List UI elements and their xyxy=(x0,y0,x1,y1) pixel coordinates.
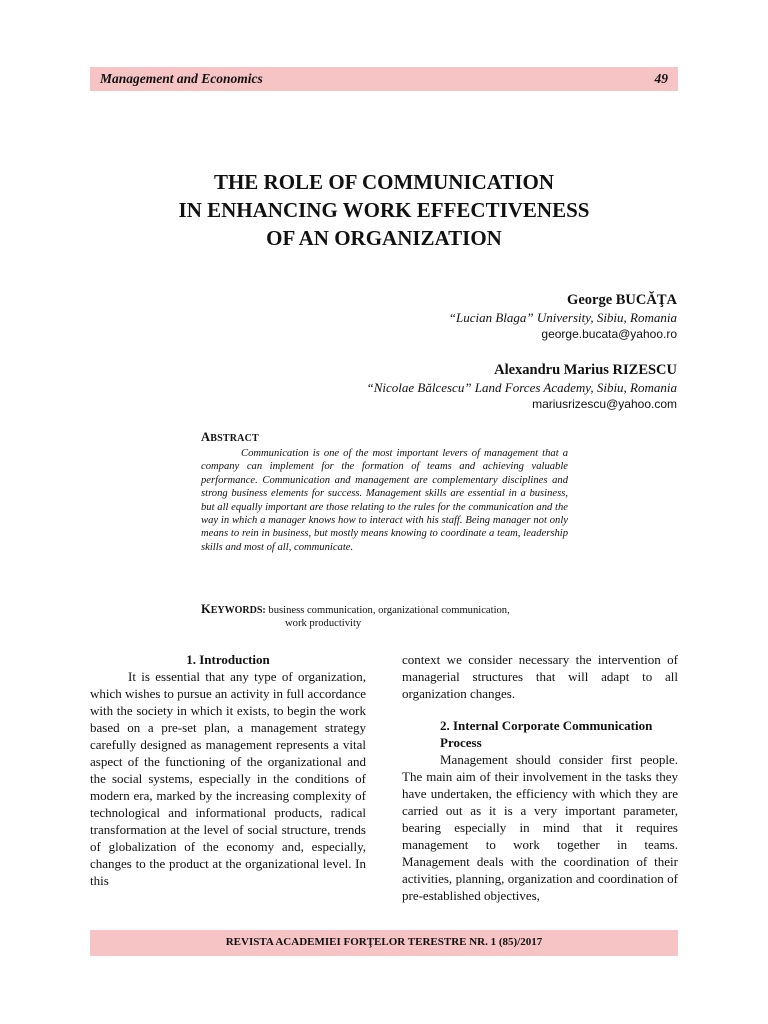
author-affiliation: “Nicolae Bălcescu” Land Forces Academy, Sibiu, Romania xyxy=(366,380,677,395)
body-paragraph: It is essential that any type of organization, which wishes to pursue an activity in full accordance with the society in which it exists, to begin the work based on a pre-set plan, a management strategy carefully designed as management represents a vital aspect of the functioning of the organizational and the social systems, especially in the conditions of modern era, marked by the increasing complexity of technological and informational products, radical transformation at the level of social structure, trends of globalization of the economy and, especially, changes to the product at the organizational level. In this xyxy=(90,669,366,888)
author-name: Alexandru Marius RIZESCU xyxy=(494,362,677,378)
abstract-text: Communication is one of the most important levers of management that a company can implement for the formation of teams and achieving valuable performance. Communication and management are complementary disciplines and strong business elements for success. Management skills are essential in a business, but all equally important are those relating to the rules for the communication and the way in which a manager knows how to interact with his staff. Being manager not only means to rein in business, but mostly means knowing to coordinate a team, leadership skills and most of all, communicate. xyxy=(201,448,568,553)
keywords-line: business communication, organizational communication, xyxy=(268,605,510,616)
abstract xyxy=(201,430,568,554)
body-column-left xyxy=(90,651,366,889)
author-name: George BUCĂŢA xyxy=(567,292,677,308)
keywords-heading xyxy=(201,602,266,616)
body-paragraph: Management should consider first people. The main aim of their involvement in the tasks they have undertaken, the efficiency with which they are carried out as it is a very important parameter, bearing especially in mind that it requires management to work together in teams. Management deals with the coordination of their activities, planning, organization and coordination of pre-established objectives, xyxy=(402,752,678,903)
section-heading: 2. Internal Corporate Communication Process xyxy=(440,718,653,750)
author-affiliation: “Lucian Blaga” University, Sibiu, Romania xyxy=(448,310,677,325)
body-column-right xyxy=(402,651,678,904)
running-footer xyxy=(90,930,678,956)
author-email: george.bucata@yahoo.ro xyxy=(541,327,677,341)
keywords-heading-initial: K xyxy=(201,602,211,616)
section-heading: 1. Introduction xyxy=(186,652,270,667)
abstract-heading-initial: A xyxy=(201,430,211,444)
page-number: 49 xyxy=(654,71,668,86)
abstract-heading xyxy=(201,430,568,446)
author-block xyxy=(257,361,677,413)
keywords-line: work productivity xyxy=(285,618,362,629)
paper-title xyxy=(90,168,678,252)
title-line: OF AN ORGANIZATION xyxy=(266,226,502,250)
running-header xyxy=(90,67,678,91)
journal-name: Management and Economics xyxy=(100,71,263,86)
author-block xyxy=(257,291,677,343)
abstract-heading-rest: BSTRACT xyxy=(210,433,259,444)
keywords-heading-rest: EYWORDS: xyxy=(210,605,266,616)
title-line: THE ROLE OF COMMUNICATION xyxy=(213,170,555,194)
author-email: mariusrizescu@yahoo.com xyxy=(532,397,677,411)
title-line: IN ENHANCING WORK EFFECTIVENESS xyxy=(178,198,590,222)
keywords xyxy=(201,603,571,630)
body-paragraph: context we consider necessary the intervention of managerial structures that will adapt to all organization changes. xyxy=(402,652,678,701)
footer-text: REVISTA ACADEMIEI FORŢELOR TERESTRE NR. 1 (85)/2017 xyxy=(225,936,543,948)
